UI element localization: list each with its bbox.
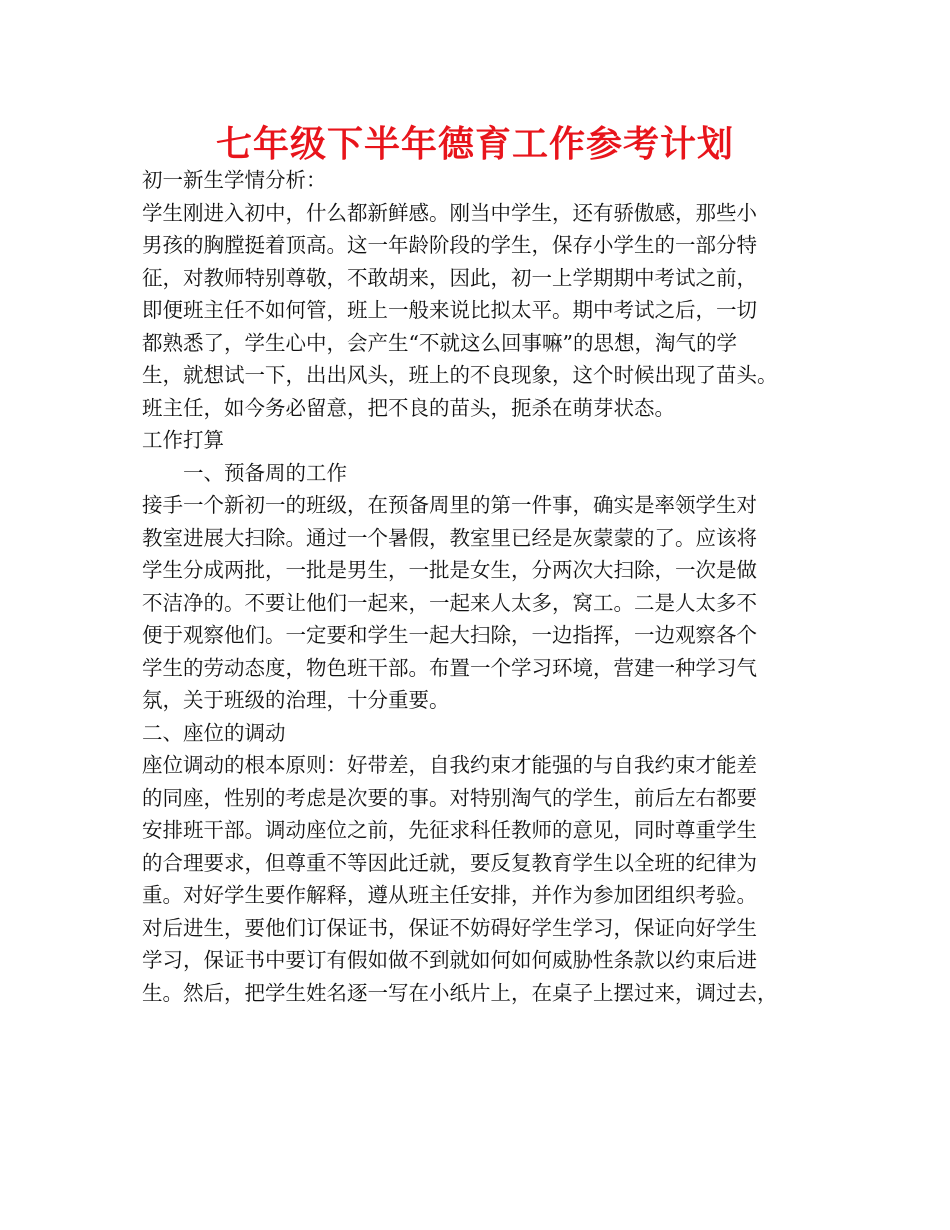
text-line: 的同座，性别的考虑是次要的事。对特别淘气的学生，前后左右都要: [142, 785, 757, 810]
text-line: 教室进展大扫除。通过一个暑假，教室里已经是灰蒙蒙的了。应该将: [142, 525, 757, 550]
text-line: 征，对教师特别尊敬，不敢胡来，因此，初一上学期期中考试之前，: [142, 265, 757, 290]
text-line: 的合理要求，但尊重不等因此迁就，要反复教育学生以全班的纪律为: [142, 850, 757, 875]
text-line: 不洁净的。不要让他们一起来，一起来人太多，窝工。二是人太多不: [142, 590, 757, 615]
text-line: 学生的劳动态度，物色班干部。布置一个学习环境，营建一种学习气: [142, 655, 757, 680]
text-line: 氛，关于班级的治理，十分重要。: [142, 688, 450, 712]
text-line: 对后进生，要他们订保证书，保证不妨碍好学生学习，保证向好学生: [142, 915, 757, 940]
text-line: 生。然后，把学生姓名逐一写在小纸片上，在桌子上摆过来，调过去，: [142, 980, 778, 1005]
section-heading: 二、座位的调动: [142, 720, 286, 745]
document-title: 七年级下半年德育工作参考计划: [215, 124, 734, 165]
text-line: 重。对好学生要作解释，遵从班主任安排，并作为参加团组织考验。: [142, 883, 757, 907]
section-heading: 工作打算: [142, 428, 224, 452]
text-line: 都熟悉了，学生心中，会产生“不就这么回事嘛”的思想，淘气的学: [142, 330, 737, 355]
text-line: 安排班干部。调动座位之前，先征求科任教师的意见，同时尊重学生: [142, 818, 757, 842]
text-line: 班主任，如今务必留意，把不良的苗头，扼杀在萌芽状态。: [142, 395, 675, 420]
section-heading: 一、预备周的工作: [183, 460, 347, 485]
document-body: [142, 164, 832, 1009]
text-line: 即便班主任不如何管，班上一般来说比拟太平。期中考试之后，一切: [142, 298, 757, 322]
text-line: 初一新生学情分析：: [142, 168, 327, 192]
text-line: 座位调动的根本原则：好带差，自我约束才能强的与自我约束才能差: [142, 753, 757, 777]
text-line: 学生分成两批，一批是男生，一批是女生，分两次大扫除，一次是做: [142, 558, 757, 582]
text-line: 接手一个新初一的班级，在预备周里的第一件事，确实是率领学生对: [142, 493, 757, 517]
text-line: 男孩的胸膛挺着顶高。这一年龄阶段的学生，保存小学生的一部分特: [142, 233, 757, 257]
text-line: 学生刚进入初中，什么都新鲜感。刚当中学生，还有骄傲感，那些小: [142, 200, 757, 225]
text-line: 便于观察他们。一定要和学生一起大扫除，一边指挥，一边观察各个: [142, 623, 757, 647]
text-line: 生，就想试一下，出出风头，班上的不良现象，这个时候出现了苗头。: [142, 363, 778, 387]
text-line: 学习，保证书中要订有假如做不到就如何如何威胁性条款以约束后进: [142, 948, 757, 972]
